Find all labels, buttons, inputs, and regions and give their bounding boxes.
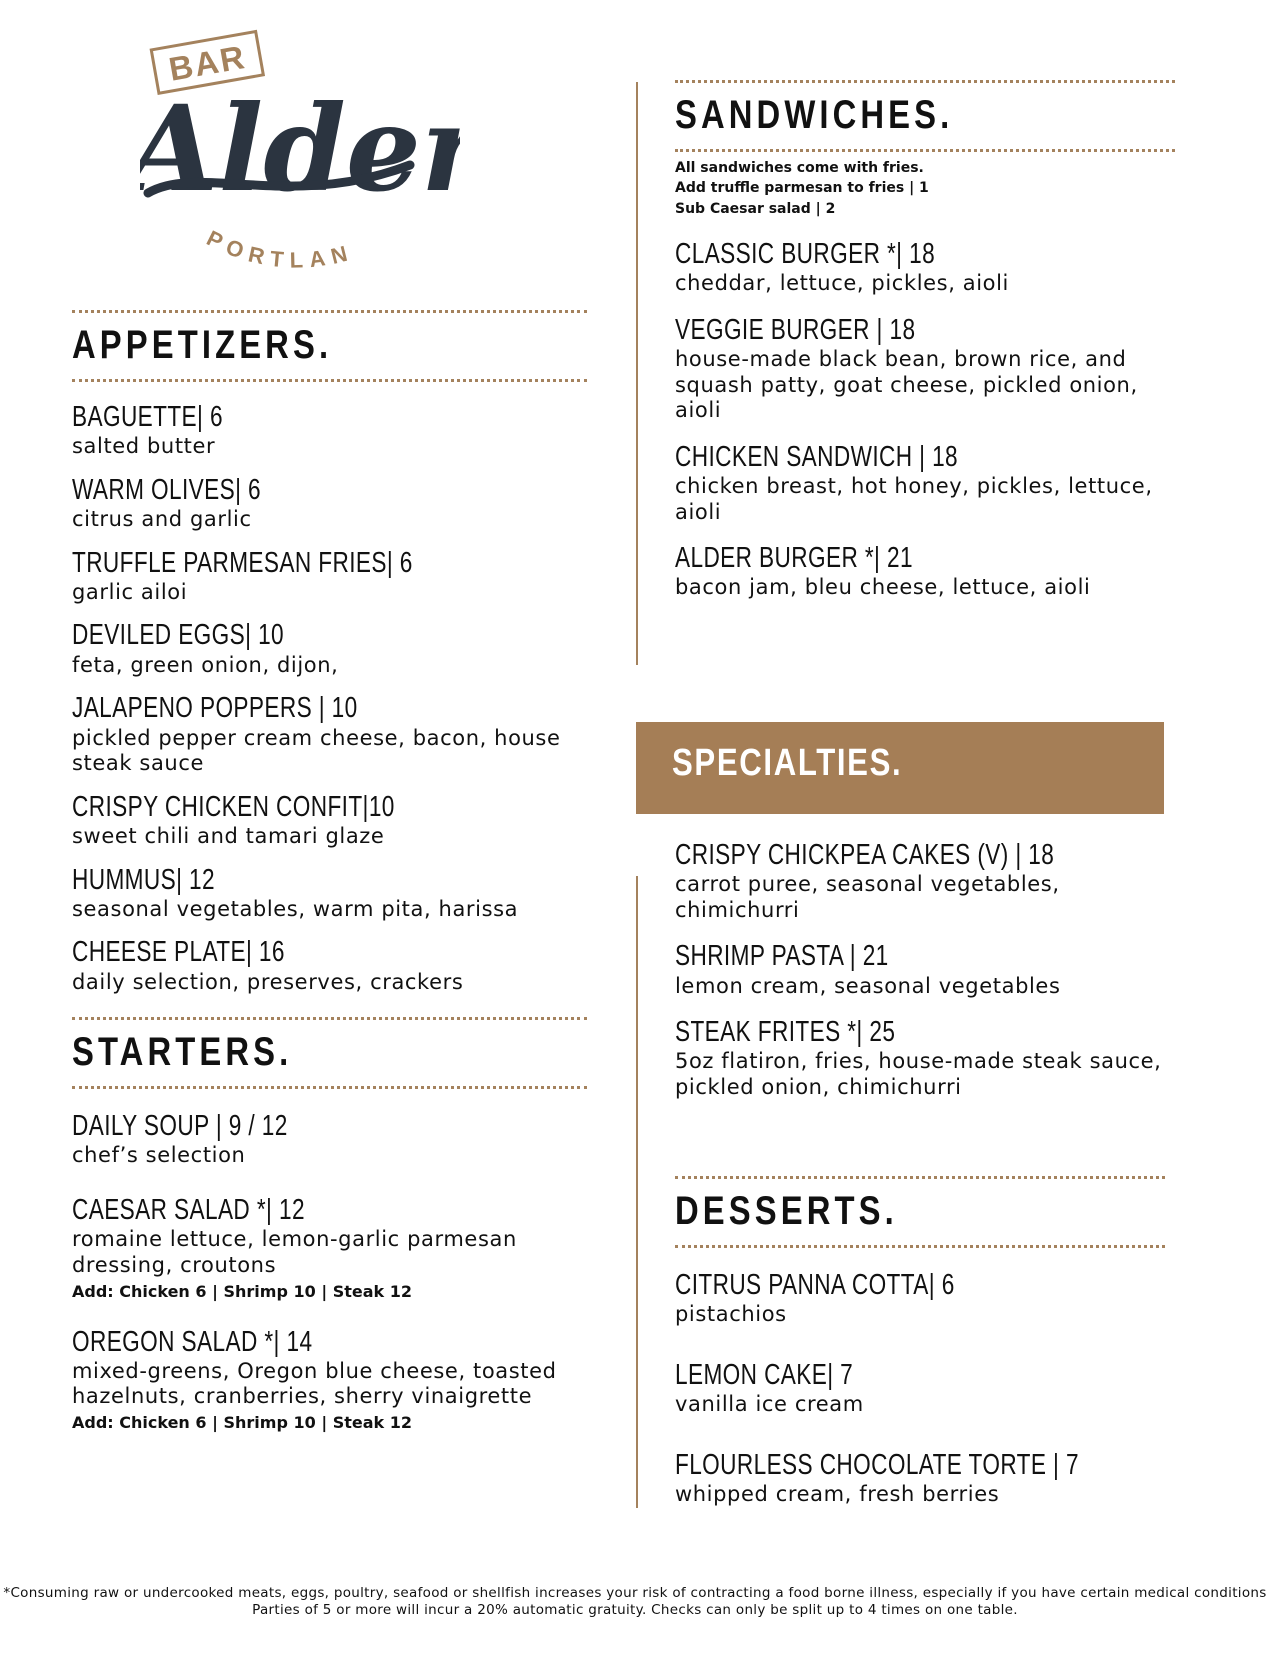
- vertical-rule: [636, 876, 638, 1508]
- menu-item-name: LEMON CAKE| 7: [675, 1358, 854, 1391]
- menu-item-description: garlic ailoi: [72, 579, 188, 604]
- divider: [675, 80, 1175, 83]
- note-caesar: Sub Caesar salad | 2: [675, 200, 836, 217]
- menu-item-name: CRISPY CHICKEN CONFIT|10: [72, 790, 395, 823]
- menu-item-description: salted butter: [72, 434, 216, 459]
- menu-item-name: FLOURLESS CHOCOLATE TORTE | 7: [675, 1448, 1079, 1481]
- menu-item: [72, 790, 587, 850]
- menu-item: [72, 1109, 587, 1169]
- menu-item-name: ALDER BURGER *| 21: [675, 542, 913, 575]
- desserts-list: [675, 1268, 1165, 1507]
- logo-alder-text: Alde: [140, 79, 421, 218]
- menu-item: [675, 1015, 1175, 1100]
- menu-item: [72, 1193, 587, 1300]
- menu-item-description: feta, green onion, dijon,: [72, 652, 339, 677]
- menu-item-description: vanilla ice cream: [675, 1392, 864, 1417]
- menu-item-description: 5oz flatiron, fries, house-made steak sauce, pickled onion, chimichurri: [675, 1049, 1162, 1100]
- note-truffle: Add truffle parmesan to fries | 1: [675, 180, 929, 197]
- menu-item-name: CHICKEN SANDWICH | 18: [675, 440, 959, 473]
- menu-item-name: BAGUETTE| 6: [72, 401, 223, 433]
- menu-item: [72, 935, 587, 995]
- specialties-column: [675, 838, 1175, 1117]
- menu-item-name: TRUFFLE PARMESAN FRIES| 6: [72, 546, 413, 579]
- footer-gratuity: Parties of 5 or more will incur a 20% automatic gratuity. Checks can only be split up to 4 times on one table.: [252, 1601, 1018, 1618]
- menu-item-name: STEAK FRITES *| 25: [675, 1016, 896, 1049]
- menu-item: [72, 400, 587, 460]
- logo-bar-text: BAR: [166, 37, 249, 88]
- menu-item-name: OREGON SALAD *| 14: [72, 1325, 313, 1358]
- divider: [675, 149, 1175, 152]
- appetizers-list: [72, 400, 587, 995]
- menu-item-name: DAILY SOUP | 9 / 12: [72, 1110, 288, 1143]
- menu-item-name: HUMMUS| 12: [72, 863, 216, 896]
- menu-item-name: CAESAR SALAD *| 12: [72, 1194, 305, 1227]
- bar-alder-logo: [140, 15, 460, 295]
- menu-item-description: sweet chili and tamari glaze: [72, 823, 385, 848]
- divider: [675, 1176, 1165, 1179]
- menu-item-description: mixed-greens, Oregon blue cheese, toasted hazelnuts, cranberries, sherry vinaigrette: [72, 1358, 557, 1409]
- menu-item: [675, 1358, 1165, 1418]
- menu-item-description: cheddar, lettuce, pickles, aioli: [675, 271, 1009, 296]
- menu-item: [675, 1448, 1165, 1508]
- footer-disclaimer: *Consuming raw or undercooked meats, eggs, poultry, seafood or shellfish increases your risk of contracting a food borne illness, especially if you have certain medical conditions: [3, 1585, 1267, 1601]
- menu-item-description: daily selection, preserves, crackers: [72, 969, 464, 994]
- menu-item-description: bacon jam, bleu cheese, lettuce, aioli: [675, 575, 1091, 600]
- menu-item: [72, 618, 587, 678]
- menu-item-description: pistachios: [675, 1302, 787, 1327]
- menu-item-name: DEVILED EGGS| 10: [72, 619, 285, 652]
- menu-item: [675, 440, 1175, 525]
- divider: [72, 1086, 587, 1089]
- menu-item-description: chicken breast, hot honey, pickles, lettuce, aioli: [675, 473, 1153, 524]
- menu-item-name: CRISPY CHICKPEA CAKES (V) | 18: [675, 839, 1055, 871]
- menu-item-description: house-made black bean, brown rice, and squash patty, goat cheese, pickled onion, aioli: [675, 346, 1138, 423]
- menu-item: [72, 691, 587, 776]
- desserts-column: [675, 1176, 1165, 1537]
- menu-item-description: romaine lettuce, lemon-garlic parmesan dressing, croutons: [72, 1227, 517, 1277]
- starters-title: STARTERS.: [72, 1030, 293, 1075]
- menu-item: [675, 541, 1175, 601]
- menu-item-description: chef’s selection: [72, 1143, 246, 1168]
- sandwiches-list: [675, 237, 1175, 601]
- footer: [0, 1585, 1270, 1619]
- menu-item-name: CITRUS PANNA COTTA| 6: [675, 1269, 955, 1301]
- menu-item-name: JALAPENO POPPERS | 10: [72, 692, 358, 725]
- logo-city-path: PORTLAN: [202, 225, 357, 273]
- menu-item: [72, 546, 587, 606]
- logo-graphic: [140, 15, 460, 295]
- desserts-title: DESSERTS.: [675, 1189, 898, 1233]
- sandwiches-title: SANDWICHES.: [675, 93, 954, 137]
- starters-list: [72, 1109, 587, 1432]
- divider: [72, 310, 587, 313]
- divider: [72, 1017, 587, 1020]
- menu-item-addons: Add: Chicken 6 | Shrimp 10 | Steak 12: [72, 1412, 413, 1432]
- menu-item: [675, 1268, 1165, 1328]
- menu-item-name: WARM OLIVES| 6: [72, 473, 261, 506]
- vertical-rule: [636, 82, 638, 665]
- menu-item: [72, 1325, 587, 1432]
- menu-item-name: VEGGIE BURGER | 18: [675, 313, 916, 346]
- menu-item-description: citrus and garlic: [72, 507, 252, 532]
- menu-item: [72, 473, 587, 533]
- note-fries: All sandwiches come with fries.: [675, 160, 924, 176]
- menu-item: [675, 313, 1175, 424]
- divider: [72, 379, 587, 382]
- menu-item-addons: Add: Chicken 6 | Shrimp 10 | Steak 12: [72, 1281, 413, 1301]
- menu-item: [675, 939, 1175, 999]
- menu-item-name: CHEESE PLATE| 16: [72, 936, 285, 969]
- menu-item: [72, 863, 587, 923]
- menu-item-name: SHRIMP PASTA | 21: [675, 940, 889, 973]
- menu-item-description: seasonal vegetables, warm pita, harissa: [72, 896, 519, 921]
- specialties-title: SPECIALTIES.: [672, 742, 903, 784]
- sandwiches-notes: [675, 158, 1175, 219]
- right-column: [675, 80, 1175, 617]
- left-column: [72, 310, 587, 1456]
- menu-item: [675, 237, 1175, 297]
- menu-item: [675, 838, 1175, 923]
- menu-item-description: pickled pepper cream cheese, bacon, house steak sauce: [72, 725, 561, 776]
- menu-item-description: lemon cream, seasonal vegetables: [675, 973, 1061, 998]
- menu-item-description: carrot puree, seasonal vegetables, chimichurri: [675, 872, 1060, 922]
- menu-item-description: whipped cream, fresh berries: [675, 1481, 1000, 1506]
- menu-item-name: CLASSIC BURGER *| 18: [675, 237, 936, 270]
- appetizers-title: APPETIZERS.: [72, 323, 333, 367]
- specialties-list: [675, 838, 1175, 1101]
- divider: [675, 1245, 1165, 1248]
